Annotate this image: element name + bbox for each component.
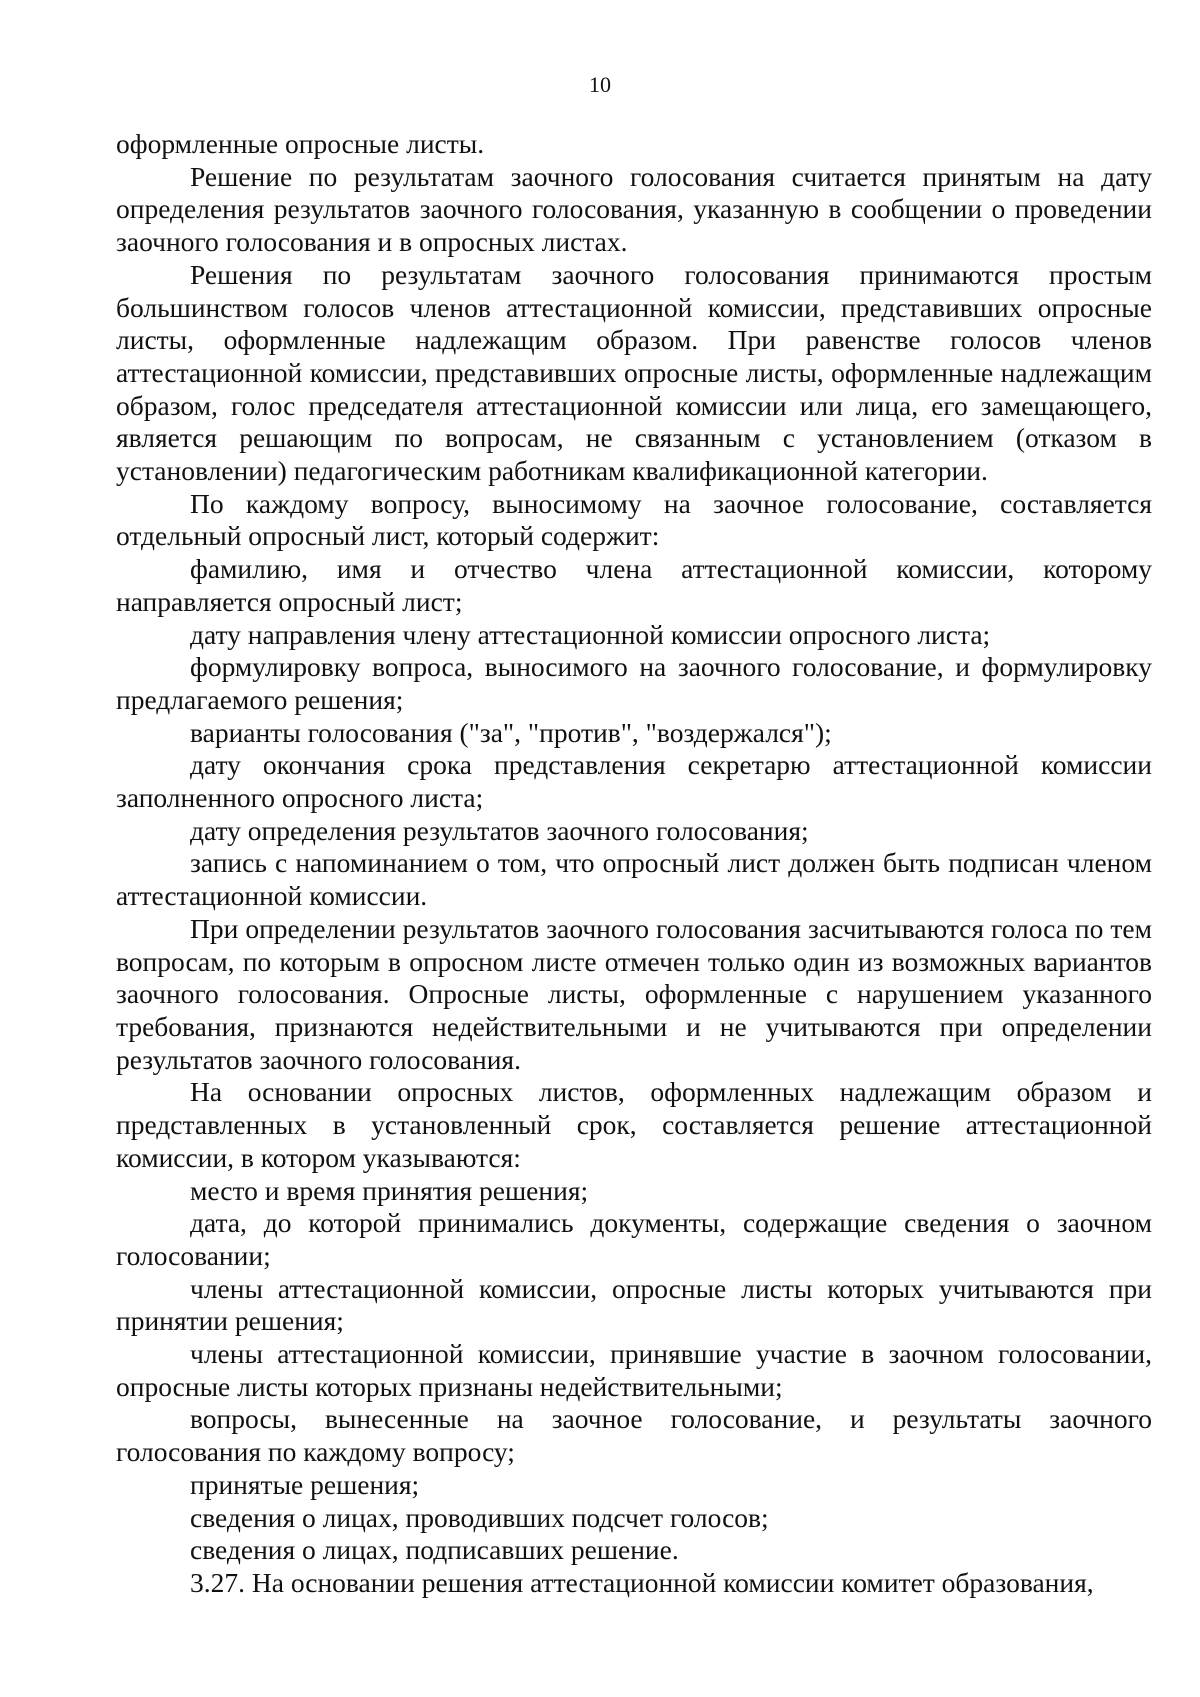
section-paragraph: 3.27. На основании решения аттестационной комиссии комитет образования, [190, 1566, 1094, 1598]
list-item: дату направления члену аттестационной комиссии опросного листа; [190, 618, 991, 650]
list-item: члены аттестационной комиссии, принявшие участие в заочном голосовании, опросные листы которых признаны недействительными; [116, 1338, 1152, 1402]
list-item: фамилию, имя и отчество члена аттестационной комиссии, которому направляется опросный лист; [116, 553, 1152, 617]
list-item: дату определения результатов заочного голосования; [190, 814, 809, 846]
paragraph: При определении результатов заочного голосования засчитываются голоса по тем вопросам, по которым в опросном листе отмечен только один из возможных вариантов заочного голосования. Опросные листы, оформленные с нарушением указанного требования, признаются недействительными и не учитываются при определении результатов заочного голосования. [116, 912, 1152, 1075]
document-body [116, 128, 1152, 1600]
list-item: вопросы, вынесенные на заочное голосование, и результаты заочного голосования по каждому вопросу; [116, 1403, 1152, 1468]
list-item: сведения о лицах, проводивших подсчет голосов; [190, 1501, 769, 1533]
page-number: 10 [589, 72, 611, 97]
list-item: принятые решения; [190, 1468, 420, 1500]
paragraph: Решения по результатам заочного голосования принимаются простым большинством голосов членов аттестационной комиссии, представивших опросные листы, оформленные надлежащим образом. При равенстве голосов членов аттестационной комиссии, представивших опросные листы, оформленные надлежащим образом, голос председателя аттестационной комиссии или лица, его замещающего, является решающим по вопросам, не связанным с установлением (отказом в установлении) педагогическим работникам квалификационной категории. [116, 258, 1152, 487]
paragraph: По каждому вопросу, выносимому на заочное голосование, составляется отдельный опросный лист, который содержит: [116, 487, 1152, 552]
list-item: место и время принятия решения; [190, 1174, 589, 1206]
list-item: члены аттестационной комиссии, опросные листы которых учитываются при принятии решения; [116, 1272, 1152, 1337]
paragraph: На основании опросных листов, оформленных надлежащим образом и представленных в установленный срок, составляется решение аттестационной комиссии, в котором указываются: [116, 1076, 1152, 1173]
list-item: варианты голосования ("за", "против", "воздержался"); [190, 716, 832, 748]
list-item: формулировку вопроса, выносимого на заочного голосование, и формулировку предлагаемого решения; [116, 651, 1152, 715]
list-item: запись с напоминанием о том, что опросный лист должен быть подписан членом аттестационной комиссии. [116, 847, 1152, 912]
paragraph-continuation: оформленные опросные листы. [116, 128, 485, 159]
list-item: дата, до которой принимались документы, содержащие сведения о заочном голосовании; [116, 1207, 1152, 1271]
list-item: сведения о лицах, подписавших решение. [190, 1534, 679, 1566]
list-item: дату окончания срока представления секретарю аттестационной комиссии заполненного опросного листа; [116, 749, 1152, 814]
paragraph: Решение по результатам заочного голосования считается принятым на дату определения результатов заочного голосования, указанную в сообщении о проведении заочного голосования и в опросных листах. [116, 160, 1152, 258]
